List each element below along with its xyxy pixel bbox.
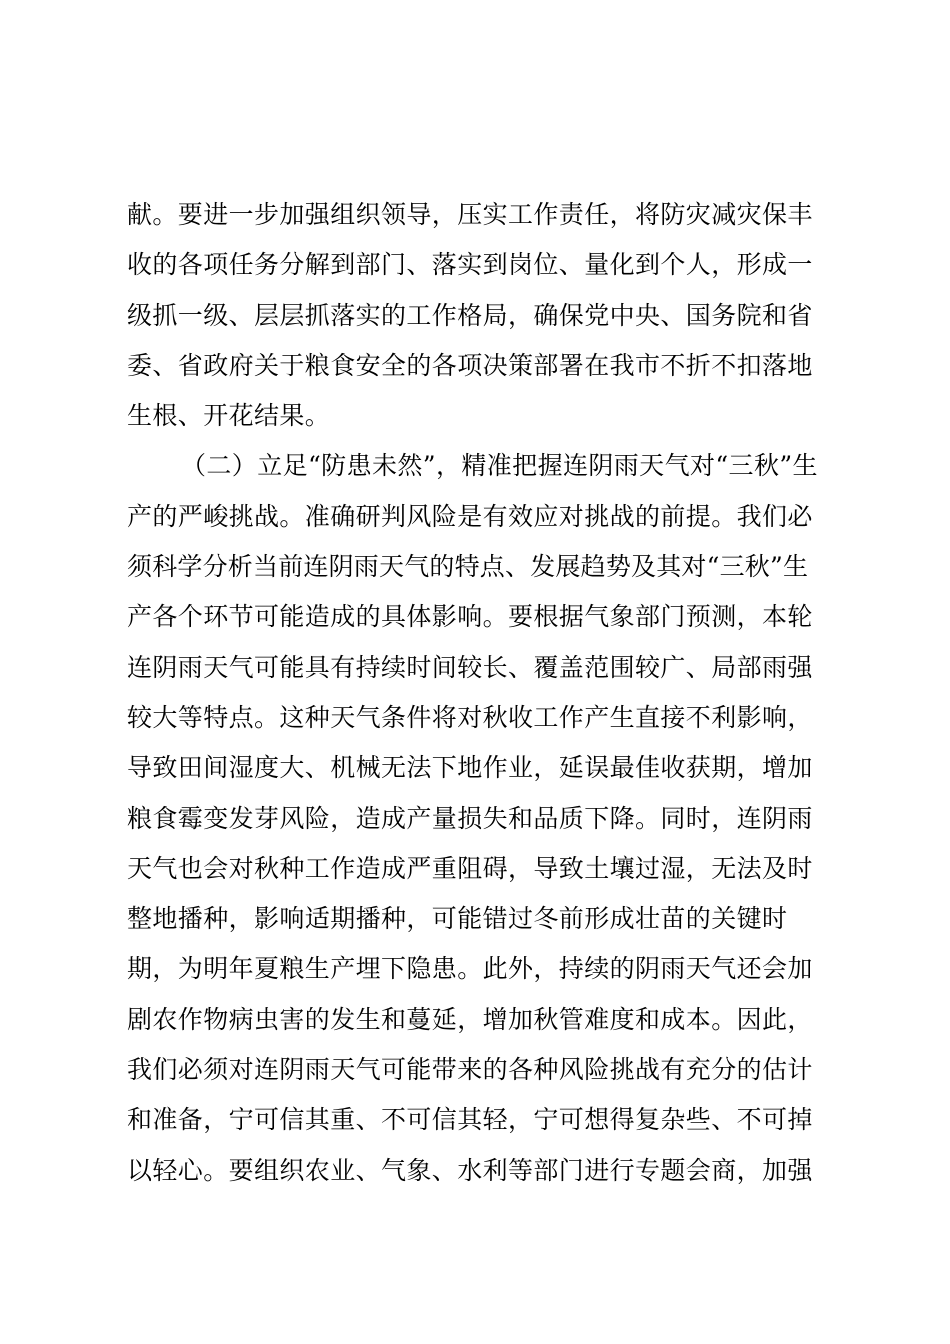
section-heading-line: （二）立足“防患未然”，精准把握连阴雨天气对“三秋”生 — [181, 451, 818, 481]
text-line: 期，为明年夏粮生产埋下隐患。此外，持续的阴雨天气还会加 — [127, 954, 813, 984]
text-line: 天气也会对秋种工作造成严重阻碍，导致土壤过湿，无法及时 — [127, 853, 813, 883]
text-line: 粮食霉变发芽风险，造成产量损失和品质下降。同时，连阴雨 — [127, 803, 813, 833]
text-line: 剧农作物病虫害的发生和蔓延，增加秋管难度和成本。因此， — [127, 1004, 813, 1034]
text-line: 和准备，宁可信其重、不可信其轻，宁可想得复杂些、不可掉 — [127, 1105, 813, 1135]
text-line: 较大等特点。这种天气条件将对秋收工作产生直接不利影响， — [127, 702, 813, 732]
text-line: 委、省政府关于粮食安全的各项决策部署在我市不折不扣落地 — [127, 350, 813, 380]
text-line: 以轻心。要组织农业、气象、水利等部门进行专题会商，加强 — [127, 1155, 813, 1185]
text-line: 导致田间湿度大、机械无法下地作业，延误最佳收获期，增加 — [127, 753, 813, 783]
text-line: 连阴雨天气可能具有持续时间较长、覆盖范围较广、局部雨强 — [127, 652, 813, 682]
text-line: 级抓一级、层层抓落实的工作格局，确保党中央、国务院和省 — [127, 300, 813, 330]
text-line: 产各个环节可能造成的具体影响。要根据气象部门预测，本轮 — [127, 602, 813, 632]
body-text — [127, 190, 827, 1196]
text-line: 整地播种，影响适期播种，可能错过冬前形成壮苗的关键时 — [127, 904, 788, 934]
text-line: 产的严峻挑战。准确研判风险是有效应对挑战的前提。我们必 — [127, 501, 813, 531]
text-line: 我们必须对连阴雨天气可能带来的各种风险挑战有充分的估计 — [127, 1055, 813, 1085]
text-line: 须科学分析当前连阴雨天气的特点、发展趋势及其对“三秋”生 — [127, 552, 809, 582]
text-line: 献。要进一步加强组织领导，压实工作责任，将防灾减灾保丰 — [127, 200, 813, 229]
text-line: 收的各项任务分解到部门、落实到岗位、量化到个人，形成一 — [127, 250, 813, 280]
text-line: 生根、开花结果。 — [127, 401, 331, 431]
